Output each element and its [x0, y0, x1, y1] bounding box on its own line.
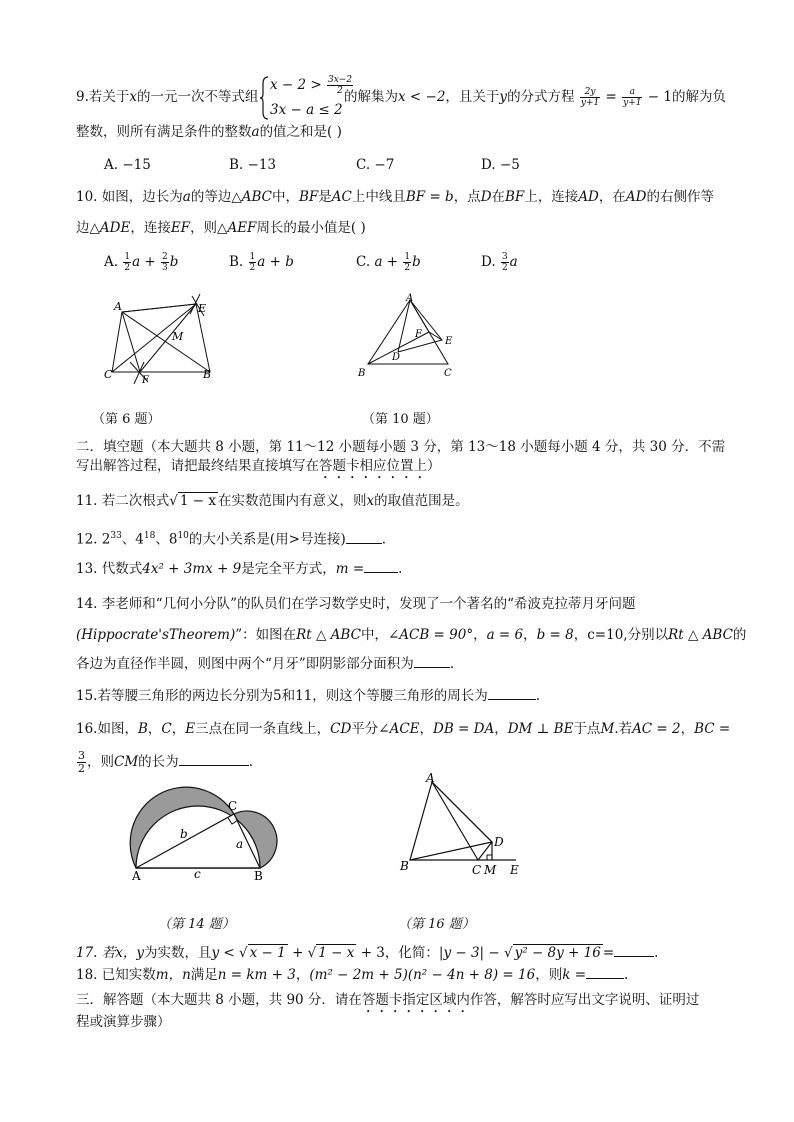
q9-option-a: A. −15 [104, 157, 151, 173]
q16-frac-num: 3 [78, 749, 85, 762]
q10-c-frac [403, 252, 411, 273]
q16-t12: ， [494, 721, 508, 737]
q15-end: . [535, 688, 541, 704]
section2-line1: 二．填空题（本大题共 8 小题，第 11～12 小题每小题 3 分，第 13～18 小题每小题 4 分，共 30 分．不需 [76, 439, 726, 455]
q17-pre: 17. 若 [76, 945, 116, 961]
q13-blank[interactable] [364, 559, 398, 573]
q16-line1 [76, 719, 730, 739]
fig16-label-c: C [472, 863, 482, 877]
q16-t19: BC = [694, 721, 731, 737]
q14-l2b: ”：如图在 [235, 627, 297, 643]
fig16-caption: （第 16 题） [398, 917, 475, 932]
q9-mid1: 的一元一次不等式组 [137, 89, 259, 105]
q17-mid1: 为实数，且 [144, 945, 212, 961]
q9-f2-num: a [622, 87, 642, 98]
q10-t10: ，点 [453, 189, 481, 205]
q14-line3 [76, 654, 454, 674]
q18-blank[interactable] [586, 965, 624, 979]
q14-l2j: ，c=10,分别以 [573, 627, 669, 643]
q18 [76, 965, 628, 985]
q17-vars: x，y [115, 945, 145, 961]
q9-option-b: B. −13 [229, 157, 276, 173]
q16-l2-post: 的长为 [138, 754, 179, 770]
q16-t17: AC = 2 [632, 721, 681, 737]
q10-c-label: C. [356, 254, 371, 270]
q10-a-frac2 [161, 252, 169, 273]
fig10-caption: （第 10 题） [362, 412, 439, 427]
fig14-label-A: A [132, 869, 141, 882]
q12-e3: 10 [177, 531, 189, 541]
q15-mid: 和 [281, 688, 296, 704]
q16-l2-mid: ，则 [87, 754, 114, 770]
q14-l2i: b = 8 [536, 627, 574, 643]
q12-end: . [381, 531, 387, 548]
q12-pre: 12. 2 [76, 531, 111, 548]
q12 [76, 526, 386, 550]
q9-var-y: y [499, 89, 508, 105]
q9-var-x: x [129, 89, 138, 105]
q11-pre: 11. 若二次根式 [76, 493, 170, 509]
q10-t5: BF [298, 189, 319, 205]
q10-option-b [229, 252, 294, 273]
q10-b-d1: 2 [249, 263, 256, 273]
q10-c-t1: b [412, 254, 421, 270]
q9-mid4: 的分式方程 [507, 89, 575, 105]
q14-l2e: ∠ACB = 90° [387, 627, 474, 643]
fig10-label-a: A [406, 293, 414, 304]
q10-line1 [76, 187, 714, 207]
q16-t5: E [185, 721, 196, 737]
section2-line2-post: ） [427, 458, 441, 474]
q9-line2b: 的值之和是( ) [259, 124, 342, 140]
q10-t13: BF [505, 189, 525, 205]
q10-d-frac [501, 252, 509, 273]
q16-t10: ， [419, 721, 434, 737]
q16-t18: ， [680, 721, 695, 737]
q16-t6: 三点在同一条直线上， [195, 721, 331, 737]
q10-c-n1: 1 [404, 252, 411, 262]
fig14-label-a: a [236, 837, 244, 851]
q18-vars: m，n [155, 967, 191, 983]
q17-eq: = [602, 945, 615, 961]
q10-a-t1: a + [132, 254, 156, 270]
q10-a-d2: 3 [162, 263, 168, 273]
q10-t11: D [480, 189, 492, 205]
q10-t17: AD [625, 189, 647, 205]
q16-t2: ， [147, 721, 162, 737]
q15 [76, 686, 540, 706]
q10-b-t1: a + b [257, 254, 294, 270]
q14-line1: 14. 李老师和“几何小分队”的队员们在学习数学史时，发现了一个著名的“希波克拉蒂月牙问题 [76, 596, 636, 612]
q18-mid1: 满足 [190, 967, 218, 983]
fig6-caption: （第 6 题） [92, 412, 161, 427]
q10-t16: ，在 [598, 189, 626, 205]
fig16-label-a: A [426, 772, 435, 785]
q16-t3: C [161, 721, 172, 737]
q14-blank[interactable] [414, 654, 450, 668]
q16-t9: ∠ACE [378, 721, 420, 737]
q18-eq2: (m² − 2m + 5)(n² − 4n + 8) = 16 [309, 967, 536, 983]
q17-r2: 1 − x [318, 945, 355, 961]
q9-eq: = [605, 89, 617, 105]
fig10-label-d: D [392, 352, 401, 363]
q16-t16: .若 [614, 721, 633, 737]
q16-t11: DB = DA [433, 721, 495, 737]
q10-d-t1: a [509, 254, 518, 270]
q18-end: . [624, 967, 629, 983]
q10-l2-0: 边△ [76, 220, 100, 236]
fig6-label-m: M [172, 330, 184, 343]
q9-sys1 [270, 75, 354, 96]
q14-line2 [76, 625, 746, 645]
q10-line2 [76, 218, 366, 238]
q10-d-label: D. [481, 254, 496, 270]
section2-line2-pre: 写出解答过程，请把最终结果直接填写在 [76, 458, 319, 474]
q9-f1-num: 2y [580, 87, 600, 98]
q16-frac [77, 750, 86, 775]
q9-line1b [344, 87, 726, 108]
section2-line2-dots: 答题卡相应位置上 [319, 458, 427, 474]
fig6-label-c: C [104, 368, 113, 381]
q17-r3: y² − 8y + 16 [514, 945, 601, 961]
q14-l2k: Rt △ ABC [668, 627, 733, 643]
q11-var: x [366, 493, 375, 509]
q11 [76, 491, 469, 511]
section3-pre: 三．解答题（本大题共 8 小题，共 90 分．请在 [76, 992, 362, 1008]
q11-mid: 在实数范围内有意义，则 [217, 493, 367, 509]
q10-a-d1: 2 [124, 263, 131, 273]
q15-pre: 15.若等腰三角形的两边长分别为 [76, 688, 273, 704]
q14-l2h: ， [523, 627, 537, 643]
q10-a-label: A. [104, 254, 119, 270]
q17-rad1: √ x − 1 [239, 945, 286, 961]
fig10-label-e: E [445, 336, 453, 347]
q10-t4: 中， [271, 189, 299, 205]
q16-frac-den: 2 [78, 762, 85, 775]
fig16-label-d: D [494, 835, 504, 849]
q16-t13: DM ⊥ BE [507, 721, 574, 737]
q17-blank[interactable] [614, 943, 654, 957]
q16-l2-end: . [248, 754, 253, 770]
q10-l2-1: ADE [99, 220, 131, 236]
q9-frac1 [580, 87, 600, 108]
q10-option-c [356, 252, 421, 273]
q12-e2: 18 [143, 531, 156, 541]
q16-blank[interactable] [179, 752, 249, 766]
q16-t0: 16.如图， [76, 721, 138, 737]
fig10-label-c: C [444, 368, 452, 379]
q11-post: 的取值范围是。 [374, 493, 469, 509]
q9-line2 [76, 122, 342, 142]
fig14-caption: （第 14 题） [158, 917, 235, 932]
q17-rad3: √ y² − 8y + 16 [504, 945, 601, 961]
q12-s2: 、8 [155, 531, 178, 548]
q9-f2-den: y+1 [623, 98, 642, 108]
q18-pre: 18. 已知实数 [76, 967, 156, 983]
q16-t7: CD [330, 721, 352, 737]
q10-t9: BF = b [405, 189, 454, 205]
fig14-label-side-c: c [194, 867, 201, 881]
q17-plus: + [292, 945, 304, 961]
q10-a-n1: 1 [124, 252, 131, 262]
q9-line1 [76, 87, 259, 107]
q17-rad2: √ 1 − x [307, 945, 355, 961]
q12-e1: 33 [110, 531, 122, 541]
figure-6 [100, 290, 230, 390]
q17-ineq-y: y < [211, 945, 235, 961]
q10-t0: 10. 如图，边长为 [76, 189, 183, 205]
q10-a-t2: b [169, 254, 179, 270]
q17-end: . [654, 945, 659, 961]
q13 [76, 559, 402, 579]
q11-radical: √ 1 − x [169, 493, 216, 509]
figure-16 [396, 772, 526, 882]
q12-post: 的大小关系是(用>号连接) [188, 531, 346, 548]
fig6-label-b: B [203, 368, 212, 381]
figure-14 [126, 782, 286, 882]
fig16-label-e: E [510, 863, 519, 877]
q9-sol: x < −2 [398, 89, 446, 105]
q9-option-c: C. −7 [356, 157, 395, 173]
section3-dots: 答题卡指定区域内 [361, 992, 470, 1008]
q9-pre: 9.若关于 [76, 89, 130, 105]
q16-t15: M [600, 721, 615, 737]
q9-sys1-den: 2 [337, 86, 343, 96]
q14-l2g: a = 6 [486, 627, 524, 643]
q13-expr: 4x² + 3mx + 9 [142, 561, 242, 577]
q9-sys1-num: 3x−2 [328, 75, 353, 85]
q14-l3: 各边为直径作半圆，则图中两个“月牙”即阴影部分面积为 [76, 656, 414, 672]
q14-l3-end: . [449, 656, 455, 672]
q10-c-d1: 2 [404, 263, 411, 273]
q12-s1: 、4 [121, 531, 144, 548]
q16-t1: B [137, 721, 148, 737]
q9-mid2: 的解集为 [344, 89, 398, 105]
q11-rad: 1 − x [179, 493, 216, 509]
q18-mid2: ，则 [535, 967, 563, 983]
fig6-label-f: F [142, 375, 149, 386]
q17-abs: |y − 3| − [438, 945, 500, 961]
q18-eq1: n = km + 3 [217, 967, 296, 983]
q13-pre: 13. 代数式 [76, 561, 143, 577]
q14-l2f: ， [473, 627, 487, 643]
fig6-label-e: E [198, 302, 207, 315]
fig10-label-f: F [415, 329, 422, 340]
q10-l2-6: 周长的最小值是( ) [256, 220, 366, 236]
section3-line2: 程或演算步骤） [76, 1014, 171, 1030]
q13-mid: 是完全平方式， [241, 561, 336, 577]
q9-frac2 [622, 87, 642, 108]
q10-option-a [104, 252, 178, 273]
q17-mid2: ，化简： [384, 945, 439, 961]
section3-post: 作答，解答时应写出文字说明、证明过 [469, 992, 700, 1008]
q9-tail1: 的解为负 [671, 89, 726, 105]
q10-t6: 是 [318, 189, 332, 205]
fig16-label-b: B [400, 859, 409, 873]
q10-d-n1: 3 [501, 252, 508, 262]
q9-mid3: ，且关于 [445, 89, 500, 105]
q10-t15: AD [578, 189, 599, 205]
q9-var-a: a [251, 124, 260, 140]
q9-f1-den: y+1 [580, 98, 600, 108]
q15-post: ，则这个等腰三角形的周长为 [312, 688, 488, 704]
q10-c-t0: a + [374, 254, 399, 270]
q16-t14: 于点 [573, 721, 601, 737]
q10-t7: AC [331, 189, 352, 205]
fig16-label-m: M [484, 863, 497, 877]
fig6-label-a: A [114, 300, 122, 313]
q10-b-n1: 1 [249, 252, 256, 262]
figure-10 [352, 292, 472, 384]
q10-d-d1: 2 [501, 263, 508, 273]
q10-t3: ABC [241, 189, 272, 205]
q10-t8: 上中线且 [351, 189, 406, 205]
fig14-label-c: C [228, 799, 238, 813]
q9-option-d: D. −5 [481, 157, 520, 173]
q9-sys2: 3x − a ≤ 2 [270, 102, 343, 118]
q14-l2a: (Hippocrate'sTheorem) [76, 627, 236, 643]
q14-l2c: Rt △ ABC [296, 627, 361, 643]
q9-line2a: 整数，则所有满足条件的整数 [76, 124, 252, 140]
q12-blank[interactable] [346, 530, 382, 544]
q10-l2-4: ，则△ [190, 220, 228, 236]
fig14-label-b: b [180, 827, 188, 841]
fig14-label-B: B [254, 869, 263, 882]
q10-t1: a [182, 189, 191, 205]
q9-minus1: − 1 [647, 89, 672, 105]
q10-t2: 的等边△ [190, 189, 242, 205]
q17-plus3: + 3 [360, 945, 385, 961]
q16-t4: ， [171, 721, 186, 737]
q10-l2-3: EF [170, 220, 191, 236]
q10-b-label: B. [229, 254, 244, 270]
q14-l2d: 中， [360, 627, 388, 643]
q15-blank[interactable] [488, 686, 536, 700]
q14-l2l: 的 [732, 627, 747, 643]
q9-sys1-text: x − 2 > [270, 77, 322, 93]
q18-var: k = [562, 967, 587, 983]
q18-sep: ， [295, 967, 310, 983]
q10-a-frac1 [123, 252, 131, 273]
q10-a-n2: 2 [162, 252, 168, 262]
q16-line2 [76, 750, 253, 775]
q9-brace [260, 76, 270, 120]
q10-l2-5: AEF [227, 220, 257, 236]
q16-t8: 平分 [351, 721, 379, 737]
fig10-label-b: B [358, 368, 366, 379]
q10-t14: 上，连接 [524, 189, 579, 205]
q15-v2: 11 [295, 688, 313, 704]
q17 [76, 943, 658, 963]
q10-l2-2: ，连接 [130, 220, 171, 236]
q10-t18: 的右侧作等 [646, 189, 714, 205]
q10-b-frac [249, 252, 257, 273]
q13-var: m = [335, 561, 365, 577]
q13-end: . [398, 561, 403, 577]
q10-t12: 在 [491, 189, 506, 205]
q17-r1: x − 1 [249, 945, 286, 961]
q10-option-d [481, 252, 518, 273]
q15-v1: 5 [272, 688, 282, 704]
q16-l2-var: CM [114, 754, 139, 770]
section2-line2 [76, 456, 441, 482]
